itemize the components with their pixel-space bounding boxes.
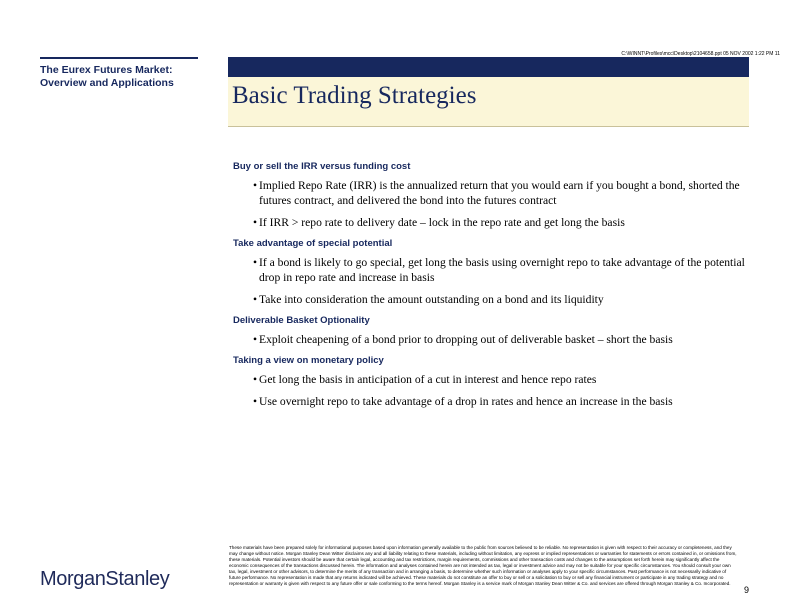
bullet-list <box>233 372 753 409</box>
title-banner <box>228 57 749 127</box>
bullet-list <box>233 332 753 347</box>
bullet-item: • If a bond is likely to go special, get long the basis using overnight repo to take advantage of the potential drop in repo rate and increase in basis <box>233 255 753 285</box>
section-heading: Deliverable Basket Optionality <box>233 315 370 326</box>
bullet-item: • Take into consideration the amount outstanding on a bond and its liquidity <box>233 292 753 307</box>
title-banner-panel <box>228 77 749 127</box>
section-heading: Take advantage of special potential <box>233 238 393 249</box>
section-monetary-policy <box>233 354 753 409</box>
bullet-item: • Get long the basis in anticipation of a cut in interest and hence repo rates <box>233 372 753 387</box>
deck-title-line-1: The Eurex Futures Market: <box>40 64 173 76</box>
bullet-item: • If IRR > repo rate to delivery date – lock in the repo rate and get long the basis <box>233 215 753 230</box>
deck-title <box>40 57 198 90</box>
title-banner-stripe <box>228 57 749 77</box>
section-special-potential <box>233 237 753 307</box>
morgan-stanley-logo: MorganStanley <box>40 568 170 590</box>
section-heading: Taking a view on monetary policy <box>233 355 384 366</box>
bullet-item: • Use overnight repo to take advantage of a drop in rates and hence an increase in the basis <box>233 394 753 409</box>
section-heading: Buy or sell the IRR versus funding cost <box>233 161 411 172</box>
page-title: Basic Trading Strategies <box>232 82 477 109</box>
bullet-list <box>233 255 753 307</box>
legal-disclaimer: These materials have been prepared solely for informational purposes based upon information generally available to the public from sources believed to be reliable. No representation is given with respect to their accuracy or completeness, and they may change without notice. Morgan Stanley Dean Witter disclaims any and all liability relating to these materials, including without limitation, any express or implied representations or warranties for statements or errors contained in, or omissions from, these materials. Potential investors should be aware that certain legal, accounting and tax restrictions, margin requirements, commissions and other transaction costs and changes to the assumptions set forth herein may significantly affect the economic consequences of the transactions discussed herein. The information and analyses contained herein are not intended as tax, legal or investment advice and may not be suitable for your specific circumstances. You should consult your own tax, legal, investment or other advisors, to determine the merits of any transaction and in arranging a basis, to determine whether such information or analyses apply to your specific circumstances. Past performance is not necessarily indicative of future performance. No representation is made that any returns indicated will be achieved. These materials do not constitute an offer to buy or sell or a solicitation to buy or sell any financial instrument or participate in any trading strategy and no representation or warranty is given with respect to any future offer or sale conforming to the terms hereof. Morgan Stanley is a service mark of Morgan Stanley Dean Witter & Co. and services are offered through Morgan Stanley & Co. Incorporated. <box>229 545 737 586</box>
page-number: 9 <box>743 585 749 595</box>
section-basket-optionality <box>233 314 753 347</box>
bullet-list <box>233 178 753 230</box>
bullet-item: • Implied Repo Rate (IRR) is the annualized return that you would earn if you bought a bond, shorted the futures contract, and delivered the bond into the futures contract <box>233 178 753 208</box>
deck-title-line-2: Overview and Applications <box>40 77 174 89</box>
section-irr <box>233 160 753 230</box>
bullet-item: • Exploit cheapening of a bond prior to dropping out of deliverable basket – short the basis <box>233 332 753 347</box>
slide-content <box>233 160 753 416</box>
file-path: C:\WINNT\Profiles\mcc\Desktop\2104658.ppt 05 NOV 2002 1:22 PM 11 <box>621 51 780 57</box>
